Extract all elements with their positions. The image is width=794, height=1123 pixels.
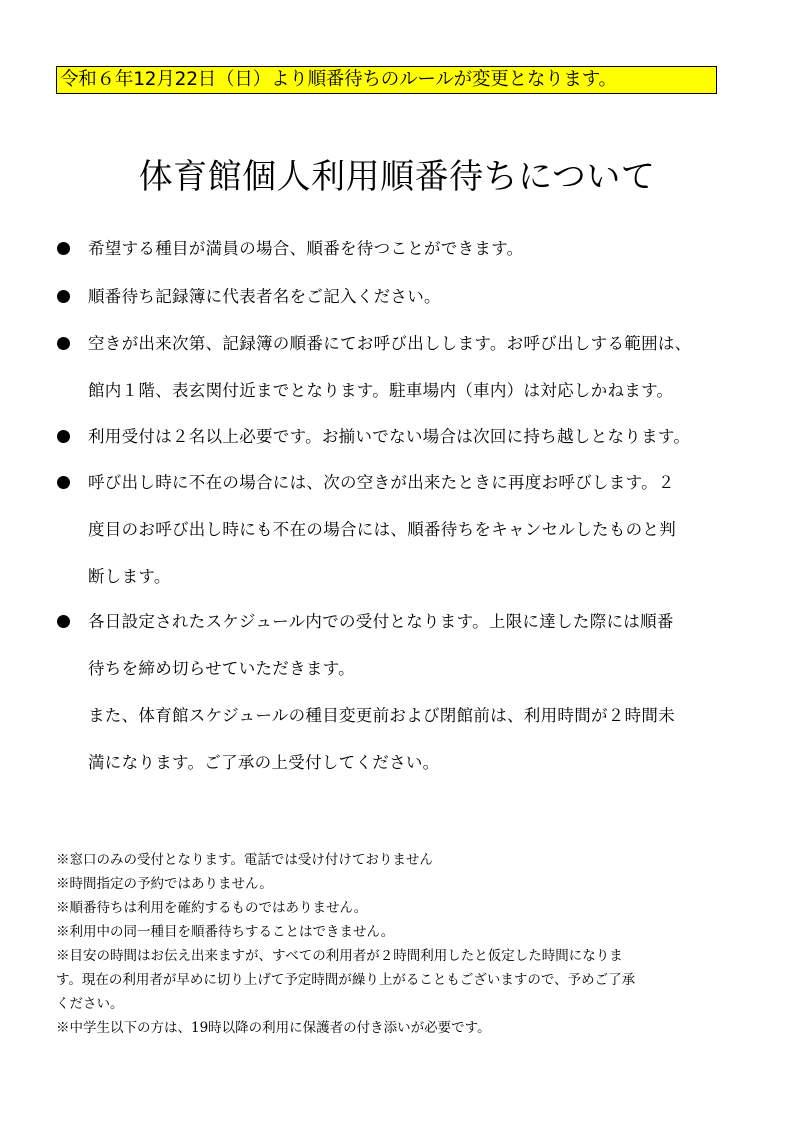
bullet-dot-icon <box>57 430 70 443</box>
guideline-item <box>56 281 746 312</box>
rule-change-notice: 令和６年12月22日（日）より順番待ちのルールが変更となります。 <box>56 66 717 94</box>
footnote-line: ※窓口のみの受付となります。電話では受け付けておりません <box>56 852 433 868</box>
guideline-item <box>56 467 746 592</box>
footnote-line: ※中学生以下の方は、19時以降の利用に保護者の付き添いが必要です。 <box>56 1020 491 1036</box>
guideline-item <box>56 328 746 406</box>
footnotes <box>56 848 746 1040</box>
guideline-item <box>56 233 746 264</box>
footnote-line: ※順番待ちは利用を確約するものではありません。 <box>56 900 368 916</box>
footnote-line: ※時間指定の予約ではありません。 <box>56 876 273 892</box>
bullet-dot-icon <box>57 337 70 350</box>
guideline-line: また、体育館スケジュールの種目変更前および閉館前は、利用時間が２時間未 <box>88 706 676 725</box>
guideline-line: 待ちを締め切らせていただきます。 <box>88 659 355 678</box>
guideline-item <box>56 421 746 452</box>
guideline-line: 呼び出し時に不在の場合には、次の空きが出来たときに再度お呼びします。２ <box>88 473 675 492</box>
guideline-line: 度目のお呼び出し時にも不在の場合には、順番待ちをキャンセルしたものと判 <box>88 520 676 539</box>
guideline-line: 館内１階、表玄関付近までとなります。駐車場内（車内）は対応しかねます。 <box>88 381 674 400</box>
footnote-line: ※目安の時間はお伝え出来ますが、すべての利用者が２時間利用したと仮定した時間になりま <box>56 948 623 964</box>
footnote-line: ください。 <box>56 996 124 1012</box>
guideline-line: 順番待ち記録簿に代表者名をご記入ください。 <box>88 287 441 306</box>
guideline-line: 断します。 <box>88 567 171 586</box>
footnote-line: す。現在の利用者が早めに切り上げて予定時間が繰り上がることもございますので、予めご了承 <box>56 972 636 988</box>
bullet-dot-icon <box>57 290 70 303</box>
guideline-list <box>56 230 746 778</box>
guideline-line: 希望する種目が満員の場合、順番を待つことができます。 <box>88 239 524 258</box>
bullet-dot-icon <box>57 615 70 628</box>
bullet-dot-icon <box>57 242 70 255</box>
footnote-line: ※利用中の同一種目を順番待ちすることはできません。 <box>56 924 395 940</box>
page-title: 体育館個人利用順番待ちについて <box>138 157 656 197</box>
guideline-line: 各日設定されたスケジュール内での受付となります。上限に達した際には順番 <box>88 612 674 631</box>
guideline-line: 満になります。ご了承の上受付してください。 <box>88 753 440 772</box>
guideline-item <box>56 606 746 778</box>
guideline-line: 空きが出来次第、記録簿の順番にてお呼び出しします。お呼び出しする範囲は、 <box>88 334 692 353</box>
bullet-dot-icon <box>57 476 70 489</box>
guideline-line: 利用受付は２名以上必要です。お揃いでない場合は次回に持ち越しとなります。 <box>88 427 691 446</box>
